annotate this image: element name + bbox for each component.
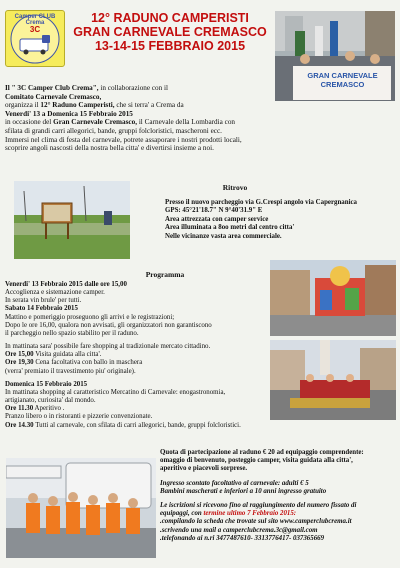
parking-photo-image [14, 181, 130, 259]
float-photo-image [270, 260, 396, 336]
domenica-time-2: Ore 14.30 [5, 421, 34, 429]
quota-section [160, 449, 396, 543]
parking-area-photo [14, 181, 130, 259]
intro-text-7: Immersi nel clima di festa del carnevale, potrete assaporare i nostri prodotti locali, [5, 135, 242, 144]
intro-text-1: in collaborazione con il [98, 84, 169, 92]
domenica-line-3: Pranzo libero o in ristoranti e pizzerie convenzionate. [5, 413, 153, 421]
club-group-photo [6, 458, 156, 558]
carnival-banner-photo [275, 11, 395, 101]
event-dates: Venerdi' 13 a Domenica 15 Febbraio 2015 [5, 109, 133, 118]
banner-line-1: GRAN CARNEVALE [307, 71, 378, 80]
domenica-heading: Domenica 15 Febbraio 2015 [5, 380, 88, 388]
ritrovo-distance: Area illuminata a 8oo metri dal centro citta' [165, 224, 295, 232]
sabato-heading: Sabato 14 Febbraio 2015 [5, 305, 78, 313]
ingresso-adulti: Ingresso scontato facoltativo al carnevale: adulti € 5 [160, 479, 309, 487]
iscrizioni-line-1: Le iscrizioni si ricevono fino al raggiungimento del numero fissato di [160, 502, 357, 510]
logo-text: Camper CLUB Crema [14, 14, 56, 26]
intro-text-4: in occasione del [5, 118, 54, 127]
quota-line-2: omaggio di benvenuto, posteggio camper, visita guidata alla citta', [160, 457, 353, 465]
carnival-parade-photo [270, 340, 396, 420]
group-photo-image [6, 458, 156, 558]
termine-ultimo: termine ultimo 7 Febbraio 2015: [203, 510, 297, 518]
sabato-time-1: Ore 15,00 [5, 351, 34, 359]
intro-paragraph [5, 84, 263, 153]
banner-line-2: CREMASCO [320, 80, 365, 89]
sabato-line-4: In mattinata sara' possibile fare shopping al tradizionale mercato cittadino. [5, 343, 211, 351]
club-logo [5, 10, 65, 67]
title-line-3: 13-14-15 FEBBRAIO 2015 [94, 39, 246, 53]
title-line-2: GRAN CARNEVALE CREMASCO [73, 25, 267, 39]
sabato-line-3: il parcheggio nello spazio stabilito per il raduno. [5, 329, 139, 337]
sabato-time-1-text: Visita guidata alla citta'. [33, 351, 102, 359]
iscrizioni-sito[interactable]: .compilando la scheda che trovate sul sito www.camperclubcrema.it [160, 518, 352, 526]
sabato-time-2-text: Cena facoltativa con ballo in maschera [33, 359, 143, 367]
ingresso-bambini: Bambini mascherati e inferiori a 10 anni ingresso gratuito [160, 487, 327, 495]
ritrovo-gps: GPS: 45°21'18.7" N 9°40'31.9" E [165, 207, 263, 215]
sabato-line-2: Dopo le ore 16,00, qualora non avvisati, gli organizzatori non garantiscono [5, 321, 212, 329]
ritrovo-details [165, 199, 395, 241]
title-line-1: 12° RADUNO CAMPERISTI [91, 11, 249, 25]
ritrovo-title: Ritrovo [222, 183, 248, 192]
ritrovo-address: Presso il nuovo parcheggio via G.Crespi angolo via Capergnanica [165, 199, 357, 206]
comitato-name: Comitato Carnevale Cremasco, [5, 92, 102, 101]
iscrizioni-email[interactable]: .scrivendo una mail a camperclubcrema.3c@gmail.com [160, 526, 318, 534]
sabato-time-2-note: (verra' premiato il travestimento piu' originale). [5, 367, 136, 375]
intro-text-8: scoprire angoli nascosti della nostra bella citta' e divertirsi insieme a noi. [5, 144, 214, 153]
domenica-time-2-text: Tutti al carnevale, con sfilata di carri allegorici, bande, gruppi folcloristici. [33, 421, 241, 429]
programma-details [5, 281, 265, 430]
venerdi-line-1: Accoglienza e sistemazione camper. [5, 289, 105, 297]
raduno-name: 12° Raduno Camperisti, [40, 101, 115, 110]
club-name: Il " 3C Camper Club Crema", [5, 84, 99, 92]
venerdi-line-2: In serata vin brule' per tutti. [5, 297, 82, 305]
intro-text-3: che si terra' a Crema da [114, 101, 184, 110]
quota-line-3: aperitivo e piacevoli sorprese. [160, 465, 248, 473]
venerdi-heading: Venerdi' 13 Febbraio 2015 dalle ore 15,00 [5, 281, 127, 288]
svg-text:3C: 3C [29, 25, 41, 34]
gran-carnevale: Gran Carnevale Cremasco, [53, 118, 138, 127]
domenica-time-1: Ore 11.30 [5, 405, 34, 413]
ritrovo-camper-service: Area attrezzata con camper service [165, 215, 269, 223]
sabato-time-2: Ore 19,30 [5, 359, 34, 367]
intro-text-5: il Carnevale della Lombardia con [137, 118, 236, 127]
sabato-line-1: Mattino e pomeriggio proseguono gli arrivi e le registrazioni; [5, 313, 175, 321]
quota-line-1: Quota di partecipazione al raduno € 20 ad equipaggio comprendente: [160, 449, 364, 456]
programma-title: Programma [145, 270, 185, 279]
carnival-float-photo [270, 260, 396, 336]
ritrovo-commercial: Nelle vicinanze vasta area commerciale. [165, 232, 282, 240]
banner-text [295, 71, 390, 89]
iscrizioni-telefono: .telefonando ai n.ri 3477487610- 3313776417- 037365669 [160, 534, 325, 542]
domenica-time-1-text: Aperitivo . [33, 405, 65, 413]
intro-text-2: organizza il [5, 101, 41, 110]
parade-photo-image [270, 340, 396, 420]
iscrizioni-line-2: equipaggi, con [160, 510, 204, 518]
domenica-line-2: artigianato, curiosita' dal mondo. [5, 397, 96, 405]
intro-text-6: sfilata di grandi carri allegorici, bande, gruppi folcloristici, mascheroni ecc. [5, 126, 222, 135]
domenica-line-1: In mattinata shopping al caratteristico Mercatino di Carnevale: enogastronomia, [5, 388, 226, 396]
event-title [70, 11, 270, 53]
